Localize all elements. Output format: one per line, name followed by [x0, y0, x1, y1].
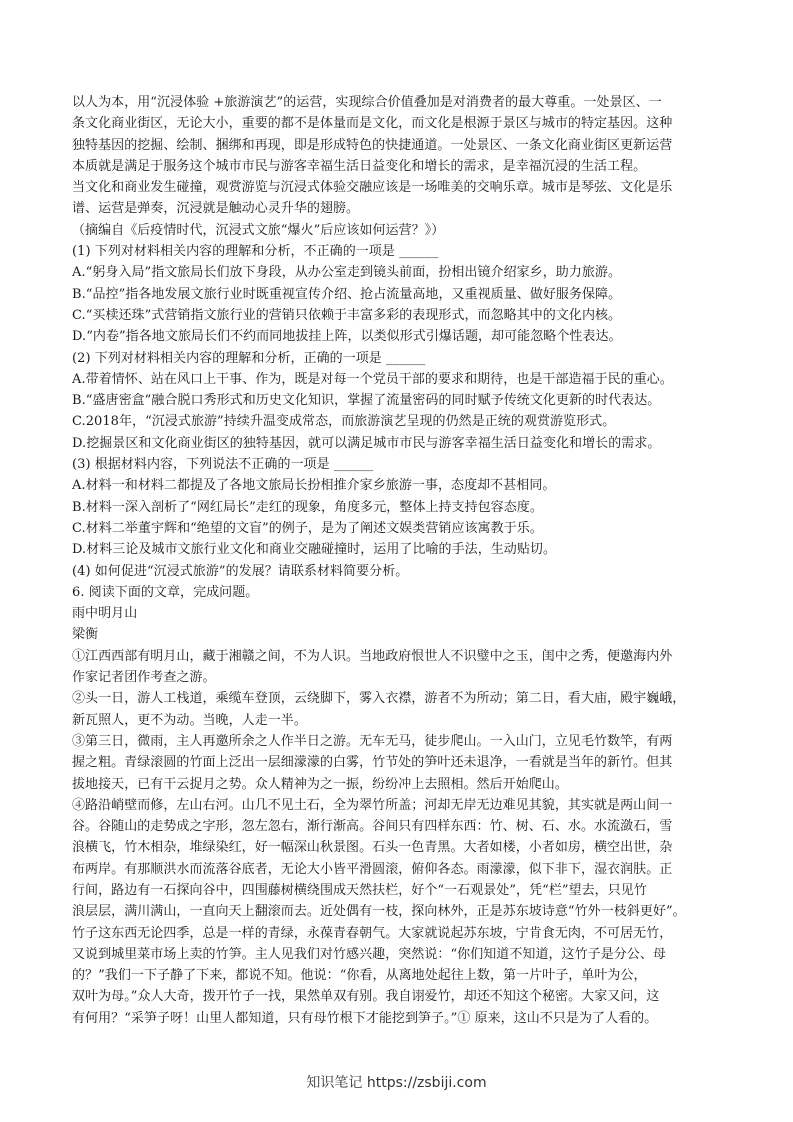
text-line: (1) 下列对材料相关内容的理解和分析，不正确的一项是 ______ [72, 244, 439, 260]
text-line: B.“盛唐密盒”融合脱口秀形式和历史文化知识，掌握了流量密码的同时赋予传统文化更新的时代表达。 [72, 393, 661, 409]
text-line: （摘编自《后疫情时代，沉浸式文旅“爆火”后应该如何运营？》） [72, 222, 445, 238]
text-line: ①江西西部有明月山，藏于湘赣之间，不为人识。当地政府恨世人不识璧中之玉，闺中之秀，便邀海内外 [72, 648, 673, 664]
text-line: C.材料二举董宇辉和“绝望的文盲”的例子，是为了阐述文娱类营销应该寓教于乐。 [72, 520, 543, 536]
text-line: B.“品控”指各地发展文旅行业时既重视宣传介绍、抢占流量高地，又重视质量、做好服务保障。 [72, 286, 622, 302]
text-line: 浪层层，满川满山，一直向天上翻滚而去。近处偶有一枝，探向林外，正是苏东坡诗意“竹外一枝斜更好”。 [72, 904, 686, 920]
text-line: 的？”我们一下子静了下来，都说不知。他说：“你看，从离地处起往上数，第一片叶子，单叶为公， [72, 968, 647, 984]
text-line: 梁衡 [72, 627, 99, 643]
text-line: B.材料一深入剖析了“网红局长”走红的现象，角度多元，整体上持支持包容态度。 [72, 499, 543, 515]
text-line: (2) 下列对材料相关内容的理解和分析，正确的一项是 ______ [72, 350, 426, 366]
text-line: ④路沿峭壁而修，左山右河。山几不见土石，全为翠竹所盖；河却无岸无边难见其貌，其实就是两山间一 [72, 797, 673, 813]
text-line: 浪横飞，竹木相杂，堆绿染红，好一幅深山秋景图。石头一色青黑。大者如楼，小者如房，横空出世，杂 [72, 840, 673, 856]
text-line: 谱、运营是弹奏，沉浸就是触动心灵升华的翅膀。 [72, 201, 360, 217]
text-line: D.挖掘景区和文化商业街区的独特基因，就可以满足城市市民与游客幸福生活日益变化和增长的需求。 [72, 435, 661, 451]
text-line: C.2018年，“沉浸式旅游”持续升温变成常态，而旅游演艺呈现的仍然是正统的观赏游览形式。 [72, 414, 616, 430]
text-line: 谷。谷随山的走势成之字形，忽左忽右，渐行渐高。谷间只有四样东西：竹、树、石、水。水流潋石，雪 [72, 819, 673, 835]
text-line: A.“躬身入局”指文旅局长们放下身段，从办公室走到镜头前面，扮相出镜介绍家乡，助力旅游。 [72, 265, 622, 281]
text-line: 雨中明月山 [72, 606, 138, 622]
text-line: 以人为本，用“沉浸体验 +旅游演艺”的运营，实现综合价值叠加是对消费者的最大尊重。一处景区、一 [72, 95, 662, 110]
text-line: A.材料一和材料二都提及了各地文旅局长扮相推介家乡旅游一事，态度却不甚相同。 [72, 478, 556, 494]
text-line: 6. 阅读下面的文章，完成问题。 [72, 584, 259, 600]
text-line: 行间，路边有一石探向谷中，四围藤树横绕围成天然扶栏，好个“一石观景处”，凭“栏”望去，只见竹 [72, 882, 647, 898]
document-body [72, 92, 724, 1029]
text-line: 握之粗。青绿滚圆的竹面上泛出一层细濛濛的白雾，竹节处的笋叶还未退净，一看就是当年的新竹。但其 [72, 755, 673, 771]
text-line: 本质就是满足于服务这个城市市民与游客幸福生活日益变化和增长的需求，是幸福沉浸的生活工程。 [72, 158, 647, 174]
text-line: 作家记者团作考查之游。 [72, 670, 216, 686]
text-line: 独特基因的挖掘、绘制、捆绑和再现，即是形成特色的快捷通道。一处景区、一条文化商业街区更新运营 [72, 137, 673, 153]
text-line: 拔地接天，已有干云捉月之势。众人精神为之一振，纷纷冲上去照相。然后开始爬山。 [72, 776, 568, 792]
text-line: 又说到城里菜市场上卖的竹笋。主人见我们对竹感兴趣，突然说：“你们知道不知道，这竹子是分公、母 [72, 946, 666, 962]
footer-watermark: 知识笔记 https://zsbiji.com [306, 1075, 487, 1091]
text-line: ②头一日，游人工栈道，乘缆车登顶，云绕脚下，雾入衣襟，游者不为所动；第二日，看大庙，殿宇巍峨， [72, 691, 686, 707]
text-line: 有何用？“采笋子呀！山里人都知道，只有母竹根下才能挖到笋子。”① 原来，这山不只是为了人看的。 [72, 1010, 658, 1026]
text-line: 双叶为母。”众人大奇，拨开竹子一找，果然单双有别。我自诩爱竹，却还不知这个秘密。大家又问，这 [72, 989, 660, 1005]
text-line: ③第三日，微雨，主人再邀所余之人作半日之游。无车无马，徒步爬山。一入山门，立见毛竹数竿，有两 [72, 733, 673, 749]
text-line: 布两岸。有那顺洪水而流落谷底者，无论大小皆平滑圆滚，俯仰各态。雨濛濛，似下非下，湿衣润肤。正 [72, 861, 673, 877]
text-line: 条文化商业街区，无论大小，重要的都不是体量而是文化，而文化是根源于景区与城市的特定基因。这种 [72, 116, 673, 132]
text-line: A.带着情怀、站在风口上干事、作为，既是对每一个党员干部的要求和期待，也是干部造福于民的重心。 [72, 371, 673, 387]
text-line: D.“内卷”指各地文旅局长们不约而同地拔挂上阵，以类似形式引爆话题，却可能忽略个性表达。 [72, 329, 622, 345]
text-line: 新瓦照人，更不为动。当晚，人走一半。 [72, 712, 307, 728]
text-line: 当文化和商业发生碰撞，观赏游览与沉浸式体验交融应该是一场唯美的交响乐章。城市是琴弦、文化是乐 [72, 180, 673, 196]
text-line: 竹子这东西无论四季，总是一样的青绿，永葆青春朝气。大家就说起苏东坡，宁肯食无肉，不可居无竹， [72, 925, 673, 941]
text-line: (3) 根据材料内容，下列说法不正确的一项是 ______ [72, 457, 374, 473]
text-line: D.材料三论及城市文旅行业文化和商业交融碰撞时，运用了比喻的手法，生动贴切。 [72, 542, 556, 558]
text-line: (4) 如何促进“沉浸式旅游”的发展？请联系材料简要分析。 [72, 563, 409, 579]
text-line: C.“买椟还珠”式营销指文旅行业的营销只依赖于丰富多彩的表现形式，而忽略其中的文化内核。 [72, 307, 622, 323]
